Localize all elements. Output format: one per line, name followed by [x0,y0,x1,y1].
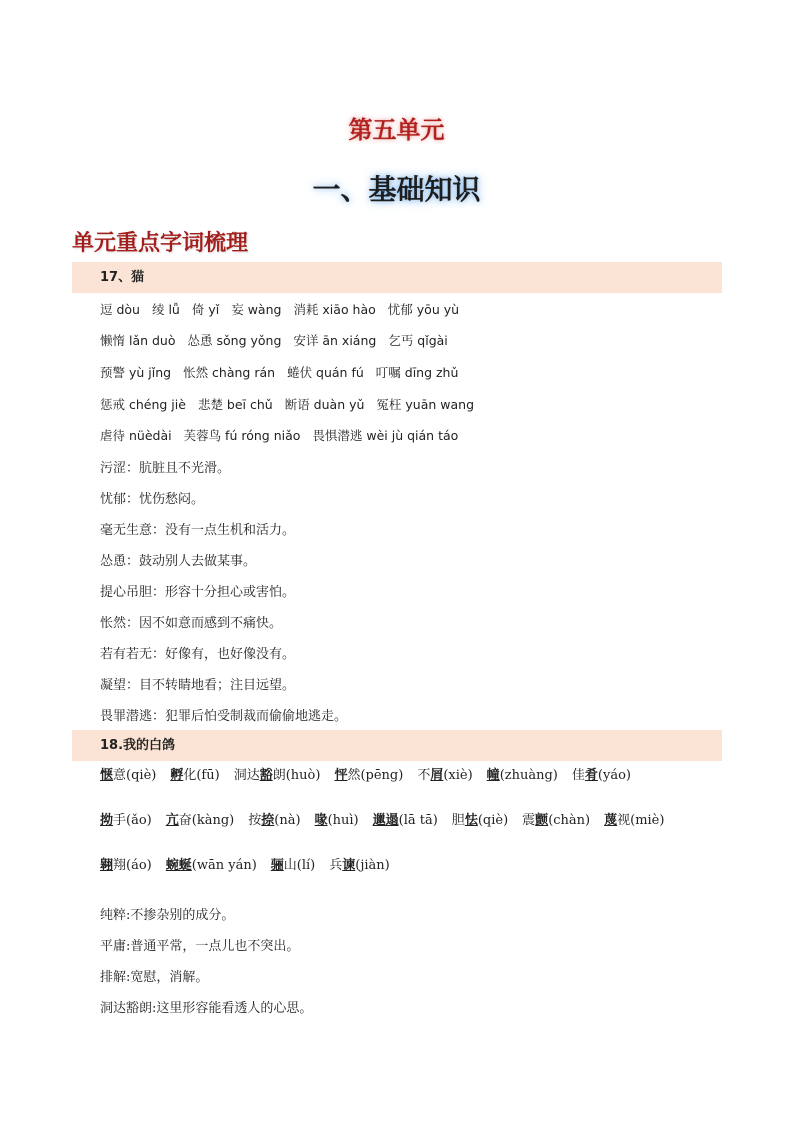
key-character: 怦 [334,768,348,783]
pinyin-item: 倚 yǐ [191,302,220,317]
key-character: 拗 [100,813,114,828]
key-character: 豁 [259,768,273,783]
key-character: 蔑 [604,813,618,828]
word-item [271,858,315,873]
word-rest: 然(pēng) [347,768,404,783]
word-rest: (lā tā) [398,813,438,828]
definition-line: 纯粹:不掺杂别的成分。 [100,908,235,923]
word-rest: (chàn) [548,813,591,828]
word-prefix: 兵 [329,858,343,873]
pinyin-line [100,395,486,413]
pinyin-line [100,300,471,318]
pinyin-line [100,363,470,381]
section-heading: 单元重点字词梳理 [72,231,249,256]
pinyin-item: 叮嘱 dīng zhǔ [375,365,459,380]
word-rest: (huì) [327,813,359,828]
character-line [100,764,645,783]
word-item [166,858,257,873]
word-rest: (xiè) [443,768,473,783]
word-item [452,813,508,828]
word-item [100,768,156,783]
word-prefix: 胆 [451,813,465,828]
pinyin-item: 畏惧潜逃 wèi jù qián táo [312,428,459,443]
key-character: 孵 [170,768,184,783]
key-character: 邋遢 [372,813,399,828]
word-rest: (wān yán) [191,858,257,873]
word-prefix: 不 [417,768,431,783]
pinyin-line [100,331,460,349]
character-line [100,854,404,873]
definition-line: 洞达豁朗:这里形容能看透人的心思。 [100,1001,313,1016]
page-title: 第五单元 [348,116,445,144]
word-item [234,768,321,783]
definition-line: 怅然：因不如意而感到不痛快。 [100,616,283,631]
key-character: 幢 [486,768,500,783]
word-prefix: 佳 [571,768,585,783]
pinyin-item: 预警 yù jǐng [100,365,172,380]
word-item [100,858,152,873]
key-character: 肴 [584,768,598,783]
definition-line: 畏罪潜逃：犯罪后怕受制裁而偷偷地逃走。 [100,709,348,724]
word-prefix: 洞达 [233,768,260,783]
word-item [373,813,438,828]
word-item [522,813,590,828]
lesson-18-heading: 18.我的白鸽 [72,730,722,761]
word-item [329,858,390,873]
key-character: 翱 [100,858,114,873]
word-item [170,768,219,783]
word-item [572,768,631,783]
key-character: 亢 [165,813,179,828]
pinyin-item: 消耗 xiāo hào [293,302,376,317]
pinyin-item: 怅然 chàng rán [183,365,276,380]
definition-line: 平庸:普通平常，一点儿也不突出。 [100,939,300,954]
key-character: 喙 [314,813,328,828]
word-rest: (yáo) [597,768,631,783]
key-character: 怯 [464,813,478,828]
pinyin-item: 惩戒 chéng jiè [100,397,186,412]
word-rest: 视(miè) [617,813,665,828]
word-prefix: 按 [248,813,262,828]
pinyin-item: 妄 wàng [231,302,282,317]
word-rest: (qiè) [477,813,509,828]
definition-line: 凝望：目不转睛地看；注目远望。 [100,678,296,693]
key-character: 屑 [430,768,444,783]
definition-line: 提心吊胆：形容十分担心或害怕。 [100,585,296,600]
key-character: 骊 [270,858,284,873]
word-prefix: 震 [522,813,536,828]
pinyin-item: 断语 duàn yǔ [284,397,365,412]
word-rest: 奋(kàng) [178,813,235,828]
definition-line: 怂恿：鼓动别人去做某事。 [100,554,257,569]
word-rest: 意(qiè) [113,768,157,783]
page-subtitle: 一、基础知识 [312,173,481,206]
key-character: 谏 [342,858,356,873]
character-line [100,809,678,828]
key-character: 蜿蜒 [165,858,192,873]
pinyin-item: 芙蓉鸟 fú róng niǎo [183,428,301,443]
pinyin-item: 悲楚 beī chǔ [197,397,273,412]
definition-line: 若有若无：好像有，也好像没有。 [100,647,296,662]
word-item [334,768,403,783]
pinyin-item: 绫 lǚ [151,302,180,317]
definition-line: 污涩：肮脏且不光滑。 [100,461,231,476]
word-rest: 手(ǎo) [113,813,152,828]
word-item [604,813,664,828]
pinyin-line [100,426,470,444]
pinyin-item: 冤枉 yuān wang [376,397,475,412]
word-rest: (nà) [274,813,301,828]
key-character: 惬 [100,768,114,783]
lesson-17-heading: 17、猫 [72,262,722,293]
word-item [315,813,359,828]
definition-line: 忧郁：忧伤愁闷。 [100,492,205,507]
pinyin-item: 逗 dòu [100,302,140,317]
key-character: 颤 [535,813,549,828]
word-rest: 翔(áo) [113,858,152,873]
pinyin-item: 安详 ān xiáng [293,333,377,348]
word-rest: (zhuàng) [499,768,558,783]
word-item [166,813,234,828]
word-item [100,813,152,828]
word-item [417,768,472,783]
word-rest: 化(fū) [183,768,220,783]
key-character: 捺 [261,813,275,828]
pinyin-item: 乞丐 qǐgài [388,333,448,348]
word-item [487,768,558,783]
pinyin-item: 懒惰 lǎn duò [100,333,176,348]
word-rest: 朗(huò) [272,768,321,783]
pinyin-item: 忧郁 yōu yù [387,302,460,317]
word-rest: (jiàn) [355,858,390,873]
definition-line: 毫无生意：没有一点生机和活力。 [100,523,296,538]
word-rest: 山(lí) [283,858,316,873]
definition-line: 排解:宽慰，消解。 [100,970,209,985]
pinyin-item: 怂恿 sǒng yǒng [187,333,282,348]
pinyin-item: 虐待 nüèdài [100,428,172,443]
pinyin-item: 蜷伏 quán fú [287,365,364,380]
word-item [248,813,300,828]
